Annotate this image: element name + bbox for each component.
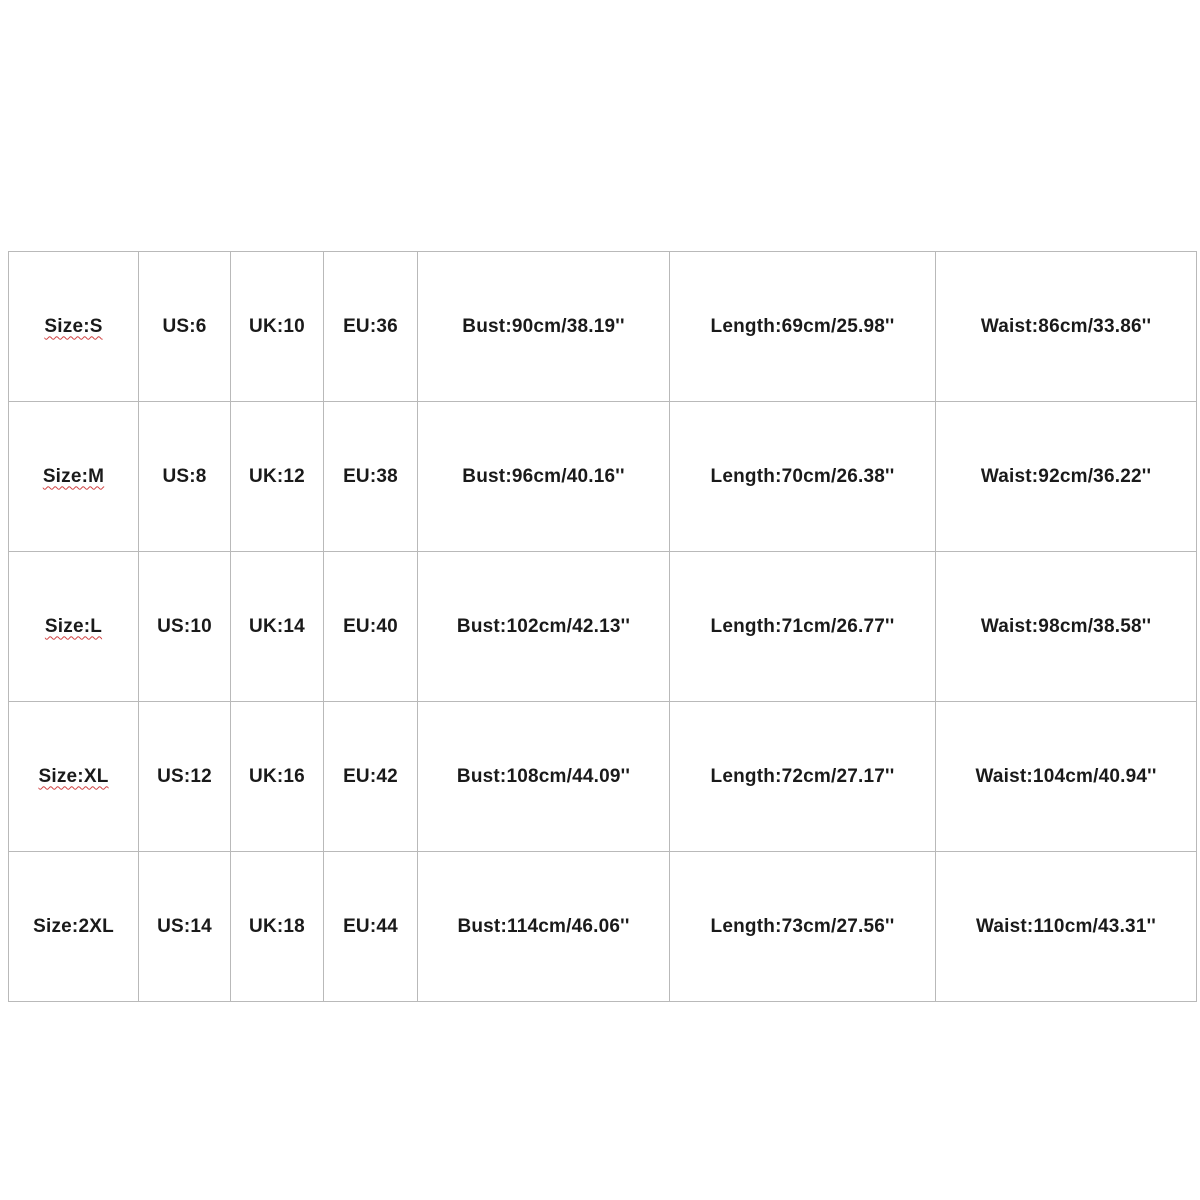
- eu-size-cell: EU:40: [324, 552, 418, 702]
- length-cell: Length:72cm/27.17'': [670, 702, 936, 852]
- bust-cell: Bust:108cm/44.09'': [418, 702, 670, 852]
- bust-cell: Bust:96cm/40.16'': [418, 402, 670, 552]
- waist-cell: Waist:110cm/43.31'': [936, 852, 1197, 1002]
- size-label: Size:L: [44, 615, 103, 637]
- table-row: [9, 702, 1197, 852]
- us-size-cell: US:8: [139, 402, 231, 552]
- bust-cell: Bust:114cm/46.06'': [418, 852, 670, 1002]
- size-chart-table: [8, 251, 1197, 1002]
- uk-size-cell: UK:10: [231, 252, 324, 402]
- length-cell: Length:71cm/26.77'': [670, 552, 936, 702]
- uk-size-cell: UK:14: [231, 552, 324, 702]
- waist-cell: Waist:104cm/40.94'': [936, 702, 1197, 852]
- us-size-cell: US:14: [139, 852, 231, 1002]
- waist-cell: Waist:92cm/36.22'': [936, 402, 1197, 552]
- table-row: [9, 552, 1197, 702]
- size-cell: [9, 702, 139, 852]
- bust-cell: Bust:102cm/42.13'': [418, 552, 670, 702]
- eu-size-cell: EU:38: [324, 402, 418, 552]
- us-size-cell: US:6: [139, 252, 231, 402]
- uk-size-cell: UK:12: [231, 402, 324, 552]
- size-cell: [9, 402, 139, 552]
- length-cell: Length:73cm/27.56'': [670, 852, 936, 1002]
- us-size-cell: US:10: [139, 552, 231, 702]
- size-label: Size:M: [42, 465, 105, 487]
- waist-cell: Waist:86cm/33.86'': [936, 252, 1197, 402]
- eu-size-cell: EU:44: [324, 852, 418, 1002]
- table-row: [9, 402, 1197, 552]
- eu-size-cell: EU:42: [324, 702, 418, 852]
- size-label: Size:XL: [38, 765, 109, 787]
- length-cell: Length:69cm/25.98'': [670, 252, 936, 402]
- uk-size-cell: UK:18: [231, 852, 324, 1002]
- table-row: [9, 252, 1197, 402]
- waist-cell: Waist:98cm/38.58'': [936, 552, 1197, 702]
- size-label: Size:S: [44, 315, 103, 337]
- table-row: [9, 852, 1197, 1002]
- size-cell: [9, 552, 139, 702]
- eu-size-cell: EU:36: [324, 252, 418, 402]
- us-size-cell: US:12: [139, 702, 231, 852]
- size-cell: [9, 252, 139, 402]
- uk-size-cell: UK:16: [231, 702, 324, 852]
- bust-cell: Bust:90cm/38.19'': [418, 252, 670, 402]
- size-label: Size:2XL: [33, 915, 114, 937]
- size-cell: [9, 852, 139, 1002]
- length-cell: Length:70cm/26.38'': [670, 402, 936, 552]
